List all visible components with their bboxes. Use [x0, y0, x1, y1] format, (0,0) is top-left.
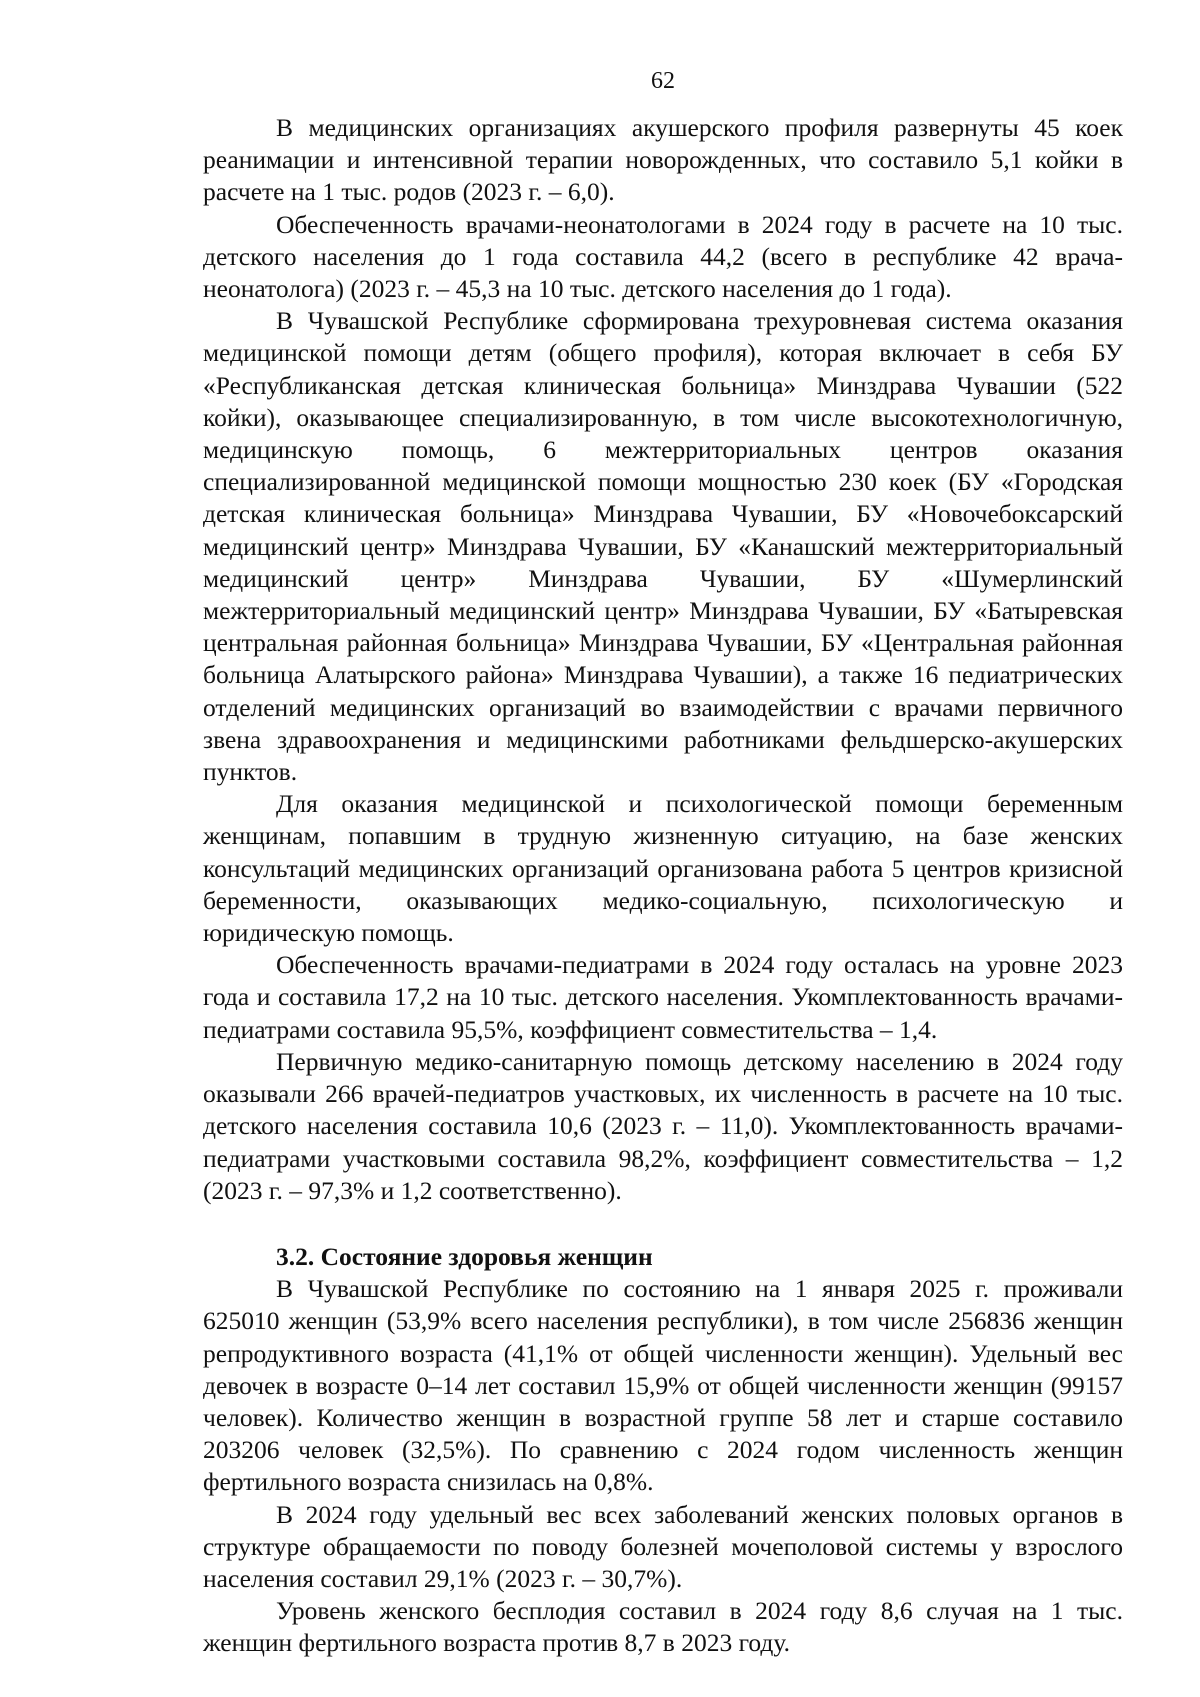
paragraph-infertility: Уровень женского бесплодия составил в 2024 году 8,6 случая на 1 тыс. женщин фертильного возраста против 8,7 в 2023 году. — [203, 1596, 1123, 1658]
paragraph-neonatologists: Обеспеченность врачами-неонатологами в 2024 году в расчете на 10 тыс. детского населения до 1 года составила 44,2 (всего в республике 42 врача-неонатолога) (2023 г. – 45,3 на 10 тыс. детского населения до 1 года). — [203, 209, 1123, 304]
page-number: 62 — [651, 68, 675, 94]
paragraph-district-pediatricians: Первичную медико-санитарную помощь детскому населению в 2024 году оказывали 266 врачей-педиатров участковых, их численность в расчете на 10 тыс. детского населения составила 10,6 (2023 г. – 11,0). Укомплектованность врачами-педиатрами участковыми составила 98,2%, коэффициент совместительства – 1,2 (2023 г. – 97,3% и 1,2 соответственно). — [203, 1046, 1123, 1205]
paragraph-neonatal-beds: В медицинских организациях акушерского профиля развернуты 45 коек реанимации и интенсивной терапии новорожденных, что составило 5,1 койки в расчете на 1 тыс. родов (2023 г. – 6,0). — [203, 113, 1123, 207]
section-heading: 3.2. Состояние здоровья женщин — [276, 1241, 653, 1271]
paragraph-pediatricians: Обеспеченность врачами-педиатрами в 2024 году осталась на уровне 2023 года и составила 17,2 на 10 тыс. детского населения. Укомплектованность врачами-педиатрами составила 95,5%, коэффициент совместительства – 1,4. — [203, 950, 1123, 1044]
paragraph-women-population: В Чувашской Республике по состоянию на 1 января 2025 г. проживали 625010 женщин (53,9% всего населения республики), в том числе 256836 женщин репродуктивного возраста (41,1% от общей численности женщин). Удельный вес девочек в возрасте 0–14 лет составил 15,9% от общей численности женщин (99157 человек). Количество женщин в возрастной группе 58 лет и старше составило 203206 человек (32,5%). По сравнению с 2024 годом численность женщин фертильного возраста снизилась на 0,8%. — [203, 1274, 1123, 1497]
document-page — [203, 66, 1123, 1660]
paragraph-three-level-system: В Чувашской Республике сформирована трехуровневая система оказания медицинской помощи детям (общего профиля), которая включает в себя БУ «Республиканская детская клиническая больница» Минздрава Чувашии (522 койки), оказывающее специализированную, в том числе высокотехнологичную, медицинскую помощь, 6 межтерриториальных центров оказания специализированной медицинской помощи мощностью 230 коек (БУ «Городская детская клиническая больница» Минздрава Чувашии, БУ «Новочебоксарский медицинский центр» Минздрава Чувашии, БУ «Канашский межтерриториальный медицинский центр» Минздрава Чувашии, БУ «Шумерлинский межтерриториальный медицинский центр» Минздрава Чувашии, БУ «Батыревская центральная районная больница» Минздрава Чувашии, БУ «Центральная районная больница Алатырского района» Минздрава Чувашии), а также 16 педиатрических отделений медицинских организаций во взаимодействии с врачами первичного звена здравоохранения и медицинскими работниками фельдшерско-акушерских пунктов. — [203, 306, 1123, 787]
paragraph-genital-diseases: В 2024 году удельный вес всех заболеваний женских половых органов в структуре обращаемости по поводу болезней мочеполовой системы у взрослого населения составил 29,1% (2023 г. – 30,7%). — [203, 1499, 1123, 1593]
paragraph-crisis-centers: Для оказания медицинской и психологической помощи беременным женщинам, попавшим в трудную жизненную ситуацию, на базе женских консультаций медицинских организаций организована работа 5 центров кризисной беременности, оказывающих медико-социальную, психологическую и юридическую помощь. — [203, 789, 1123, 948]
